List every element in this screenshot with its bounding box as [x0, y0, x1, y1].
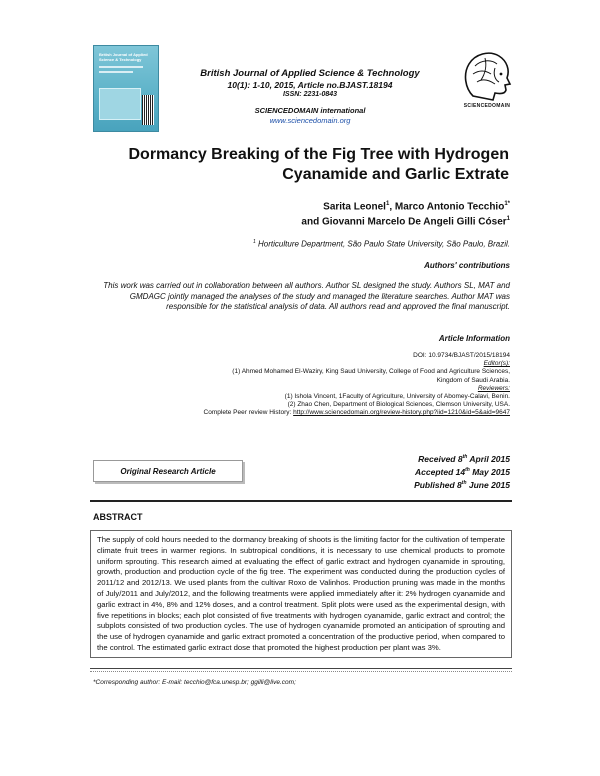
- publisher-website-link[interactable]: www.sciencedomain.org: [269, 116, 351, 125]
- editors-label: Editor(s):: [483, 360, 510, 368]
- affiliation-mark: 1: [253, 239, 256, 245]
- peer-review-history: [140, 409, 510, 417]
- publisher-logo-icon: [455, 44, 517, 106]
- article-type-badge: Original Research Article: [93, 460, 243, 482]
- author-name: Giovanni Marcelo De Angeli Gilli Cóser: [321, 216, 507, 228]
- reviewers-label: Reviewers:: [477, 384, 510, 392]
- affiliation: [200, 239, 510, 249]
- editor-entry: Kingdom of Saudi Arabia.: [436, 376, 510, 384]
- abstract-box: [90, 530, 512, 658]
- author-affiliation-mark: 1: [385, 201, 390, 207]
- author-affiliation-mark: 1*: [504, 201, 510, 207]
- cover-decoration: [99, 71, 133, 73]
- contributions-text: This work was carried out in collaboration between all authors. Author SL designed the study. Authors SL, MAT and GMDAGC jointly managed the analyses of the study and managed the literature searches. Author MAT was responsible for the statistical analysis of data. All authors read and approved the final manuscript.: [103, 281, 510, 311]
- journal-title: British Journal of Applied Science & Technology: [200, 68, 420, 79]
- cover-picture: [99, 88, 141, 120]
- editor-entry: (1) Ahmed Mohamed El-Waziry, King Saud University, College of Food and Agriculture Sciences,: [232, 368, 510, 376]
- footnote-divider: [90, 668, 512, 669]
- barcode-icon: [142, 95, 154, 125]
- paper-title-line: Dormancy Breaking of the Fig Tree with Hydrogen: [128, 146, 509, 163]
- paper-title-line: Cyanamide and Garlic Extrate: [282, 166, 509, 183]
- corresponding-author-footnote: *Corresponding author: E-mail: tecchio@fca.unesp.br; ggilli@live.com;: [93, 679, 296, 686]
- journal-issn: ISSN: 2231-0843: [282, 91, 338, 98]
- abstract-text: The supply of cold hours needed to the dormancy breaking of shoots is the limiting factor for the cultivation of temperate climate fruit trees in warmer regions. In subtropical conditions, it is necessary to use chemical products to promote uniform sprouting. This research aimed at evaluating the effect of garlic extract and hydrogen cyanamide in sprouting, growth, production and production cycle of the fig tree. The experiment was conducted during the production cycles of 2011/12 and 2012/13. We used plants from the cultivar Roxo de Valinhos. Production pruning was made in the months of July/2011 and July/2012, and the following treatments were applied immediately after it: 2% hydrogen cyanamide and garlic extract in 4%, 8% and 12% doses, and a control treatment. Split plots were used as the experimental design, with five repetitions in blocks; each plot consisted of five treatments with hydrogen cyanamide, garlic extract and control; the subplots consisted of two production cycles. The use of hydrogen cyanamide promoted an anticipation of sprouting and the use of hydrogen cyanamide and garlic extract promoted a concentration of the productive period, when compared to the control. The estimated garlic extract dose that promoted the highest production per plant was 3%.: [97, 535, 505, 652]
- accepted-date: Accepted 14th May 2015: [415, 466, 510, 477]
- publisher-name: SCIENCEDOMAIN international: [254, 106, 366, 115]
- contributions-heading: Authors' contributions: [424, 261, 510, 270]
- article-info-heading: Article Information: [438, 334, 510, 343]
- received-date: Received 8th April 2015: [418, 453, 510, 464]
- affiliation-text: Horticulture Department, São Paulo State University, São Paulo, Brazil.: [258, 239, 510, 249]
- peer-review-history-link[interactable]: http://www.sciencedomain.org/review-history.php?iid=1210&id=5&aid=9647: [293, 409, 510, 417]
- cover-decoration: [99, 66, 143, 68]
- cover-title: British Journal of Applied Science & Technology: [99, 52, 148, 62]
- article-info-block: [140, 352, 510, 418]
- author-conjunction: and: [301, 216, 322, 228]
- reviewer-entry: (1) Ishola Vincent, 1Faculty of Agriculture, University of Abomey-Calavi, Benin.: [284, 393, 510, 401]
- author-name: Marco Antonio Tecchio: [394, 201, 505, 213]
- published-date: Published 8th June 2015: [414, 479, 510, 490]
- author-affiliation-mark: 1: [506, 216, 510, 223]
- publication-dates: [330, 452, 510, 490]
- section-divider: [90, 500, 512, 502]
- journal-issue: 10(1): 1-10, 2015, Article no.BJAST.18194: [227, 80, 393, 90]
- peer-review-history-label: Complete Peer review History:: [203, 409, 294, 417]
- journal-cover-image: [93, 45, 159, 132]
- author-name: Sarita Leonel: [323, 201, 386, 213]
- reviewer-entry: (2) Zhao Chen, Department of Biological Sciences, Clemson University, USA.: [287, 401, 510, 409]
- abstract-heading: ABSTRACT: [93, 512, 143, 522]
- publisher-logo-text: SCIENCEDOMAIN: [463, 103, 511, 109]
- author-list: Sarita Leonel$^1$, Marco Antonio Tecchio$^{1*}$ and Giovanni Marcelo De Angeli Gilli Cóser$^1$: [301, 201, 510, 228]
- paper-title: [95, 145, 509, 185]
- footnote-divider: [90, 671, 512, 672]
- doi: DOI: 10.9734/BJAST/2015/18194: [413, 352, 510, 359]
